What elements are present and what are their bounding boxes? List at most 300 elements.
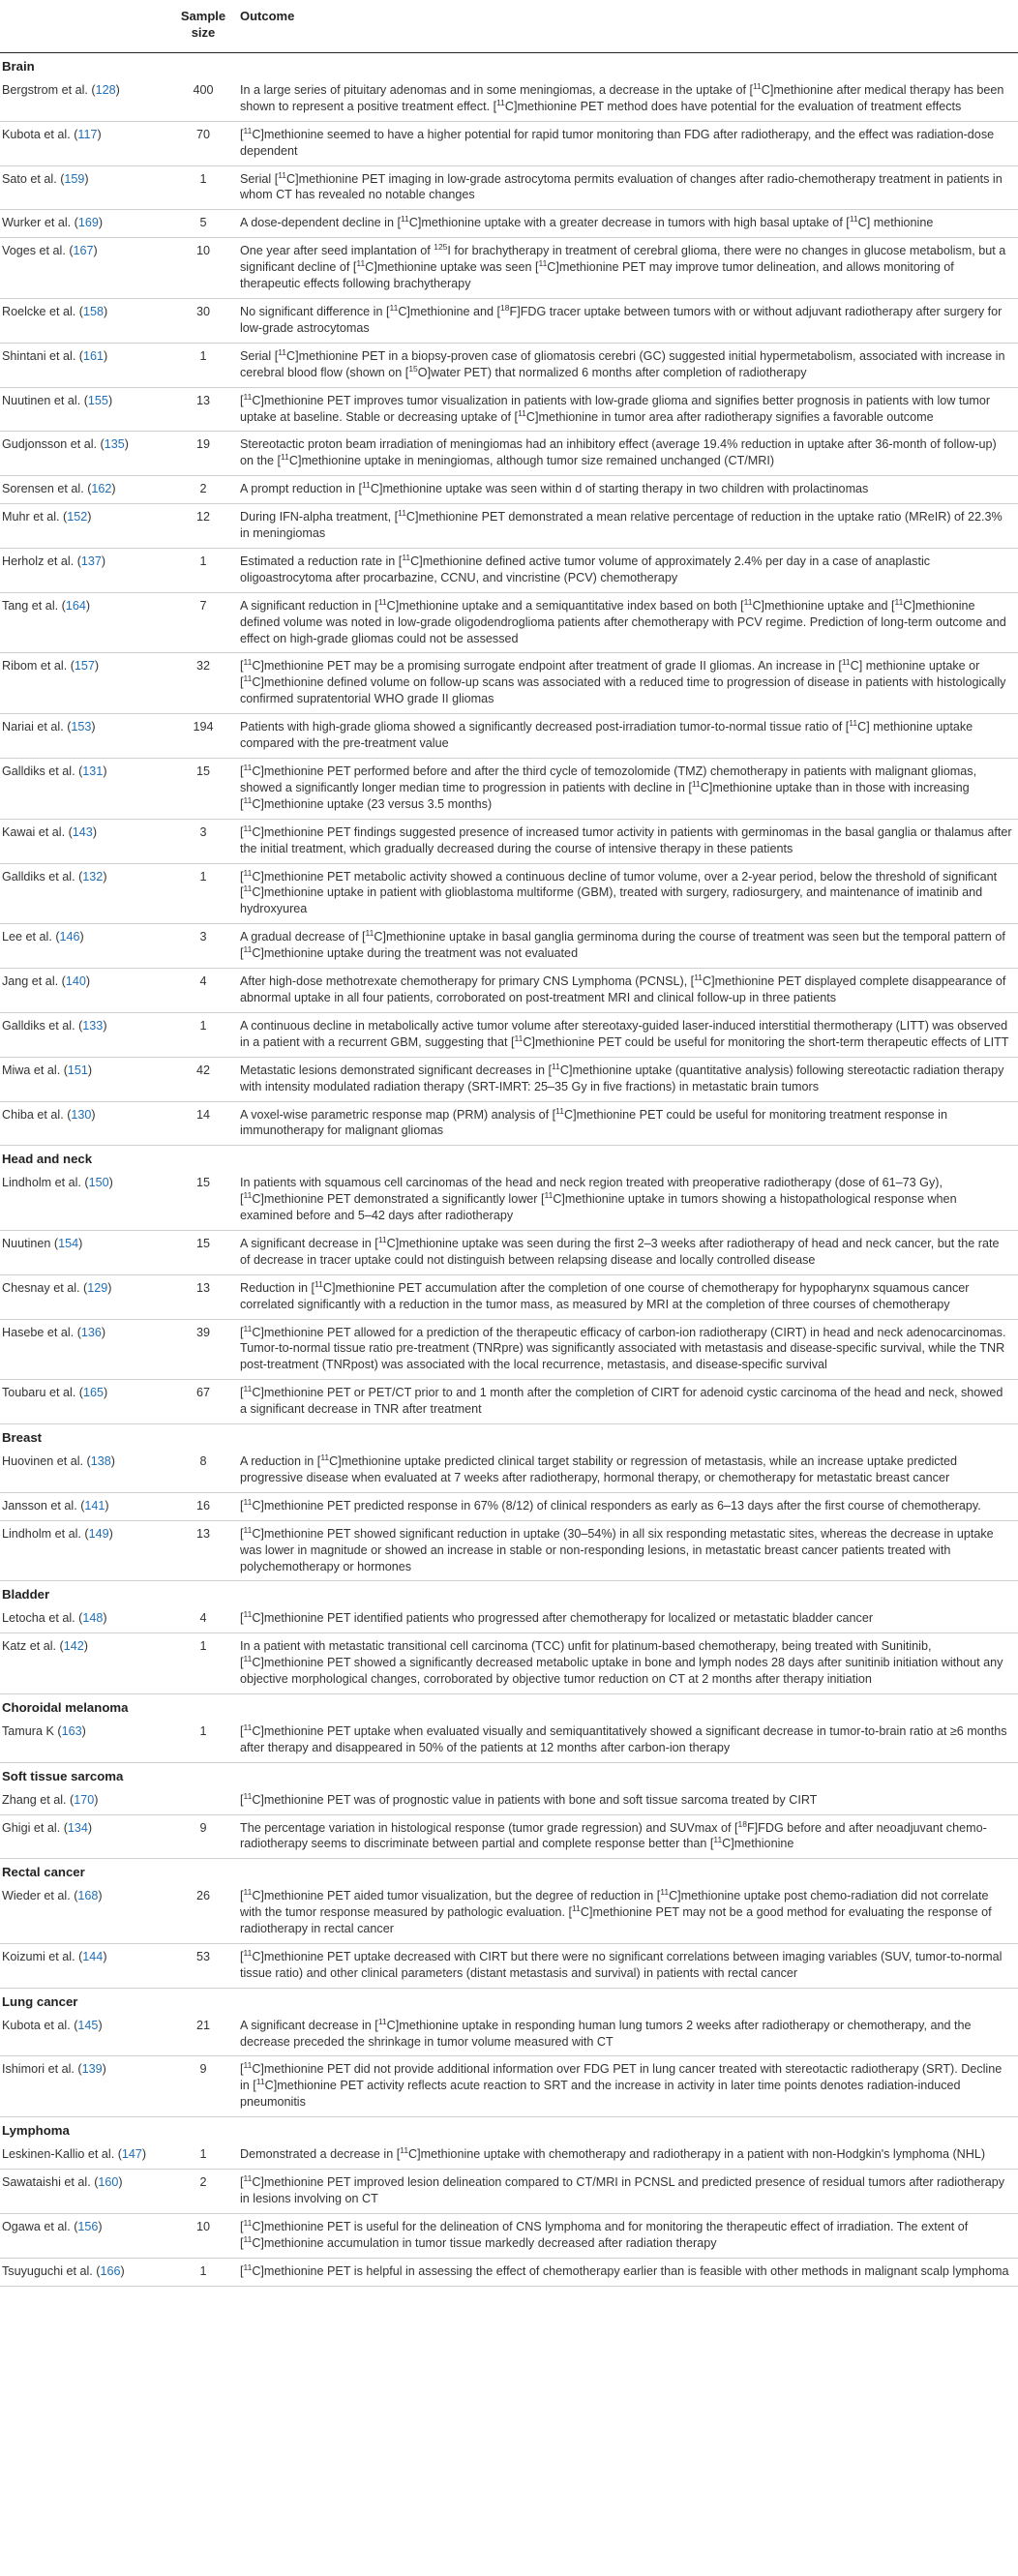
sample-size-cell: 32 bbox=[172, 653, 234, 714]
outcome-cell: [$^{11}$C]methionine PET was of prognostic value in patients with bone and soft tissue sarcoma treated by CIRT bbox=[234, 1787, 1018, 1814]
reference-close-paren: ) bbox=[124, 437, 129, 452]
outcome-cell: [$^{11}$C]methionine PET or PET/CT prior to and 1 month after the completion of CIRT for adenoid cystic carcinoma of the head and neck, showed a significant decrease in TNR after treatment bbox=[234, 1380, 1018, 1424]
sample-size-cell: 67 bbox=[172, 1380, 234, 1424]
reference-close-paren: ) bbox=[83, 1639, 88, 1654]
sample-size-cell: 1 bbox=[172, 1633, 234, 1694]
study-cell bbox=[0, 1814, 172, 1859]
reference-close-paren: ) bbox=[103, 1611, 107, 1626]
table-row bbox=[0, 1012, 1018, 1057]
study-author: Lindholm et al. ( bbox=[2, 1176, 89, 1190]
sample-size-cell: 1 bbox=[172, 343, 234, 387]
sample-size-cell: 10 bbox=[172, 2213, 234, 2258]
sample-size-cell: 26 bbox=[172, 1883, 234, 1943]
table-row bbox=[0, 924, 1018, 969]
table-row bbox=[0, 210, 1018, 238]
sample-size-cell: 15 bbox=[172, 759, 234, 820]
table-header-row bbox=[0, 0, 1018, 53]
table-row bbox=[0, 653, 1018, 714]
reference-link[interactable]: 155 bbox=[87, 393, 108, 407]
outcome-cell: A significant decrease in [$^{11}$C]methionine uptake was seen during the first 2–3 weeks after radiotherapy of head and neck cancer, but the rate of decrease in tracer uptake could not distinguish between relapsing disease and locally controlled disease bbox=[234, 1230, 1018, 1274]
reference-link[interactable]: 147 bbox=[121, 2147, 142, 2162]
study-cell bbox=[0, 819, 172, 863]
study-author: Gudjonsson et al. ( bbox=[2, 437, 105, 452]
study-author: Galldiks et al. ( bbox=[2, 1018, 83, 1033]
reference-close-paren: ) bbox=[92, 824, 98, 839]
table-row bbox=[0, 1230, 1018, 1274]
study-cell bbox=[0, 1230, 172, 1274]
reference-close-paren: ) bbox=[103, 869, 107, 884]
sample-size-cell: 19 bbox=[172, 432, 234, 476]
section-title: Brain bbox=[2, 59, 35, 74]
reference-link[interactable]: 154 bbox=[58, 1236, 79, 1250]
table-row bbox=[0, 1633, 1018, 1694]
sample-size-cell: 5 bbox=[172, 210, 234, 238]
reference-close-paren: ) bbox=[94, 659, 100, 674]
outcome-cell: Demonstrated a decrease in [$^{11}$C]methionine uptake with chemotherapy and radiotherapy in a patient with non-Hodgkin's lymphoma (NHL) bbox=[234, 2142, 1018, 2169]
study-cell bbox=[0, 924, 172, 969]
outcome-cell: [$^{11}$C]methionine PET uptake when evaluated visually and semiquantitatively showed a significant decrease in tumor-to-brain ratio at ≥6 months after therapy and disappeared in 50% of the patients at 12 months after carbon-ion therapy bbox=[234, 1719, 1018, 1762]
reference-link[interactable]: 142 bbox=[63, 1639, 84, 1654]
study-author: Tang et al. ( bbox=[2, 598, 66, 613]
sample-size-cell: 1 bbox=[172, 1012, 234, 1057]
section-title: Soft tissue sarcoma bbox=[2, 1768, 124, 1783]
reference-link[interactable]: 153 bbox=[71, 720, 92, 734]
section-header-row bbox=[0, 1146, 1018, 1170]
study-author: Wieder et al. ( bbox=[2, 1889, 78, 1903]
study-author: Ghigi et al. ( bbox=[2, 1820, 68, 1835]
study-author: Lindholm et al. ( bbox=[2, 1526, 89, 1541]
reference-link[interactable]: 140 bbox=[65, 974, 86, 989]
reference-close-paren: ) bbox=[108, 1176, 113, 1190]
study-author: Roelcke et al. ( bbox=[2, 304, 83, 318]
study-cell bbox=[0, 298, 172, 343]
study-author: Chiba et al. ( bbox=[2, 1107, 72, 1122]
study-cell bbox=[0, 343, 172, 387]
outcome-cell: Reduction in [$^{11}$C]methionine PET accumulation after the completion of one course of chemotherapy for hypopharynx squamous cancer correlated significantly with a reduction in the tumor mass, as measured by MRI at the completion of three courses of chemotherapy bbox=[234, 1274, 1018, 1319]
table-row bbox=[0, 1274, 1018, 1319]
study-cell bbox=[0, 165, 172, 210]
study-cell bbox=[0, 1492, 172, 1520]
reference-close-paren: ) bbox=[78, 1236, 83, 1250]
section-title: Lymphoma bbox=[2, 2123, 70, 2139]
table-row bbox=[0, 1814, 1018, 1859]
sample-size-cell: 1 bbox=[172, 548, 234, 592]
study-author: Ribom et al. ( bbox=[2, 659, 75, 674]
table-row bbox=[0, 238, 1018, 299]
outcome-cell: Serial [$^{11}$C]methionine PET in a biopsy-proven case of gliomatosis cerebri (GC) suggested initial hypermetabolism, associated with increase in cerebral blood flow (shown on [$^{15}$O]water PET) that normalized 6 months after completion of radiotherapy bbox=[234, 343, 1018, 387]
reference-link[interactable]: 166 bbox=[100, 2263, 121, 2278]
study-author: Nuutinen ( bbox=[2, 1236, 59, 1250]
study-cell bbox=[0, 1943, 172, 1988]
reference-link[interactable]: 169 bbox=[77, 216, 99, 230]
section-title: Bladder bbox=[2, 1587, 50, 1603]
reference-close-paren: ) bbox=[98, 1889, 103, 1903]
table-row bbox=[0, 1787, 1018, 1814]
study-cell bbox=[0, 714, 172, 759]
reference-close-paren: ) bbox=[104, 304, 108, 318]
reference-close-paren: ) bbox=[103, 764, 107, 778]
reference-close-paren: ) bbox=[79, 930, 84, 944]
reference-link[interactable]: 129 bbox=[87, 1280, 108, 1295]
sample-size-cell: 13 bbox=[172, 387, 234, 432]
sample-size-cell: 3 bbox=[172, 924, 234, 969]
study-cell bbox=[0, 1012, 172, 1057]
outcome-cell: [$^{11}$C]methionine PET improved lesion delineation compared to CT/MRI in PCNSL and predicted presence of residual tumors after radiotherapy in lesions involving on CT bbox=[234, 2170, 1018, 2214]
outcome-cell: Serial [$^{11}$C]methionine PET imaging in low-grade astrocytoma permits evaluation of changes after radio-chemotherapy treatment in patients in whom CT has revealed no notable changes bbox=[234, 165, 1018, 210]
reference-link[interactable]: 137 bbox=[80, 554, 102, 568]
study-cell bbox=[0, 504, 172, 549]
sample-size-cell bbox=[172, 1787, 234, 1814]
study-author: Sato et al. ( bbox=[2, 171, 65, 186]
table-row bbox=[0, 714, 1018, 759]
table-row bbox=[0, 1319, 1018, 1380]
outcome-cell: [$^{11}$C]methionine PET identified patients who progressed after chemotherapy for localized or metastatic bladder cancer bbox=[234, 1605, 1018, 1632]
reference-close-paren: ) bbox=[103, 1949, 107, 1963]
outcome-cell: [$^{11}$C]methionine PET improves tumor visualization in patients with low-grade glioma and signifies better prognosis in patients with low tumor uptake at baseline. Stable or decreasing uptake of [$^{11}$C]methionine in tumor area after radiotherapy signifies a favorable outcome bbox=[234, 387, 1018, 432]
study-author: Jansson et al. ( bbox=[2, 1498, 85, 1513]
study-author: Herholz et al. ( bbox=[2, 554, 81, 568]
reference-link[interactable]: 136 bbox=[80, 1325, 102, 1339]
study-cell bbox=[0, 2013, 172, 2056]
table-row bbox=[0, 2258, 1018, 2286]
reference-close-paren: ) bbox=[107, 393, 113, 407]
study-author: Voges et al. ( bbox=[2, 244, 74, 258]
sample-size-cell: 400 bbox=[172, 77, 234, 121]
sample-size-cell: 9 bbox=[172, 1814, 234, 1859]
reference-close-paren: ) bbox=[107, 1280, 112, 1295]
table-row bbox=[0, 77, 1018, 121]
outcome-cell: [$^{11}$C]methionine seemed to have a higher potential for rapid tumor monitoring than FDG after radiotherapy, and the effect was radiation-dose dependent bbox=[234, 121, 1018, 165]
study-cell bbox=[0, 1883, 172, 1943]
study-author: Huovinen et al. ( bbox=[2, 1454, 91, 1468]
sample-size-cell: 4 bbox=[172, 969, 234, 1013]
reference-link[interactable]: 132 bbox=[82, 869, 104, 884]
section-header-row bbox=[0, 1581, 1018, 1605]
sample-size-cell: 13 bbox=[172, 1274, 234, 1319]
outcome-cell: [$^{11}$C]methionine PET performed before and after the third cycle of temozolomide (TMZ) chemotherapy in patients with malignant gliomas, showed a significantly longer median time to progression in patients with decline in [$^{11}$C]methionine uptake than in those with increasing [$^{11}$C]methionine uptake (23 versus 3.5 months) bbox=[234, 759, 1018, 820]
study-cell bbox=[0, 432, 172, 476]
table-row bbox=[0, 1449, 1018, 1492]
sample-size-cell: 1 bbox=[172, 165, 234, 210]
reference-close-paren: ) bbox=[115, 82, 120, 97]
reference-close-paren: ) bbox=[111, 482, 116, 496]
reference-link[interactable]: 144 bbox=[82, 1949, 104, 1963]
reference-link[interactable]: 170 bbox=[74, 1792, 95, 1807]
sample-size-cell: 70 bbox=[172, 121, 234, 165]
study-cell bbox=[0, 1319, 172, 1380]
section-title: Rectal cancer bbox=[2, 1865, 85, 1880]
sample-size-cell: 1 bbox=[172, 2258, 234, 2286]
header-sample-size: Sample size bbox=[172, 0, 234, 53]
reference-link[interactable]: 162 bbox=[91, 482, 112, 496]
outcome-cell: After high-dose methotrexate chemotherapy for primary CNS Lymphoma (PCNSL), [$^{11}$C]methionine PET displayed complete disappearance of abnormal uptake in all four patients, corroborated on post-treatment MRI and clinical follow-up in three patients bbox=[234, 969, 1018, 1013]
reference-close-paren: ) bbox=[97, 127, 102, 141]
reference-link[interactable]: 168 bbox=[77, 1889, 99, 1903]
reference-link[interactable]: 152 bbox=[67, 510, 88, 524]
sample-size-cell: 15 bbox=[172, 1170, 234, 1230]
reference-link[interactable]: 130 bbox=[71, 1107, 92, 1122]
reference-close-paren: ) bbox=[87, 510, 92, 524]
reference-link[interactable]: 146 bbox=[59, 930, 80, 944]
study-cell bbox=[0, 1380, 172, 1424]
study-cell bbox=[0, 1101, 172, 1146]
reference-close-paren: ) bbox=[141, 2147, 147, 2162]
study-cell bbox=[0, 1274, 172, 1319]
table-row bbox=[0, 1170, 1018, 1230]
sample-size-cell: 2 bbox=[172, 476, 234, 504]
study-author: Galldiks et al. ( bbox=[2, 764, 83, 778]
table-row bbox=[0, 121, 1018, 165]
study-author: Wurker et al. ( bbox=[2, 216, 78, 230]
reference-close-paren: ) bbox=[120, 2263, 125, 2278]
sample-size-cell: 13 bbox=[172, 1520, 234, 1581]
outcome-cell: One year after seed implantation of $^{125}$I for brachytherapy in treatment of cerebral glioma, there were no changes in glucose metabolism, but a significant decline of [$^{11}$C]methionine uptake was seen [$^{11}$C]methionine PET may improve tumor delineation, and allows monitoring of therapeutic effects following brachytherapy bbox=[234, 238, 1018, 299]
reference-link[interactable]: 150 bbox=[88, 1176, 109, 1190]
study-author: Sawataishi et al. ( bbox=[2, 2175, 99, 2189]
reference-link[interactable]: 135 bbox=[104, 437, 125, 452]
reference-link[interactable]: 134 bbox=[67, 1820, 88, 1835]
study-author: Hasebe et al. ( bbox=[2, 1325, 81, 1339]
table-row bbox=[0, 863, 1018, 924]
reference-link[interactable]: 131 bbox=[82, 764, 104, 778]
table-row bbox=[0, 548, 1018, 592]
section-header-row bbox=[0, 1762, 1018, 1786]
study-author: Letocha et al. ( bbox=[2, 1611, 83, 1626]
table-row bbox=[0, 1943, 1018, 1988]
study-author: Galldiks et al. ( bbox=[2, 869, 83, 884]
sample-size-cell: 8 bbox=[172, 1449, 234, 1492]
table-row bbox=[0, 1883, 1018, 1943]
study-cell bbox=[0, 210, 172, 238]
sample-size-cell: 1 bbox=[172, 863, 234, 924]
study-cell bbox=[0, 1057, 172, 1101]
outcome-cell: The percentage variation in histological response (tumor grade regression) and SUVmax of [$^{18}$F]FDG before and after neoadjuvant chemo-radiotherapy seems to discriminate between partial and complete response better than [$^{11}$C]methionine bbox=[234, 1814, 1018, 1859]
sample-size-cell: 7 bbox=[172, 592, 234, 653]
sample-size-cell: 194 bbox=[172, 714, 234, 759]
study-author: Sorensen et al. ( bbox=[2, 482, 92, 496]
outcome-cell: [$^{11}$C]methionine PET findings suggested presence of increased tumor activity in patients with germinomas in the basal ganglia or thalamus after the initial treatment, which gradually decreased during the course of intensive therapy in these patients bbox=[234, 819, 1018, 863]
study-cell bbox=[0, 1605, 172, 1632]
outcome-cell: [$^{11}$C]methionine PET is useful for the delineation of CNS lymphoma and for monitoring the therapeutic effect of irradiation. The extent of [$^{11}$C]methionine accumulation in tumor tissue markedly decreased after radiation therapy bbox=[234, 2213, 1018, 2258]
outcome-cell: [$^{11}$C]methionine PET aided tumor visualization, but the degree of reduction in [$^{11}$C]methionine uptake post chemo-radiation did not correlate with the tumor response measured by pathologic evaluation. [$^{11}$C]methionine PET may not be a good method for evaluating the response of radiotherapy in rectal cancer bbox=[234, 1883, 1018, 1943]
reference-close-paren: ) bbox=[118, 2175, 123, 2189]
reference-link[interactable]: 143 bbox=[72, 824, 93, 839]
table-row bbox=[0, 165, 1018, 210]
sample-size-cell: 21 bbox=[172, 2013, 234, 2056]
study-author: Katz et al. ( bbox=[2, 1639, 64, 1654]
reference-link[interactable]: 161 bbox=[83, 348, 105, 363]
sample-size-cell: 4 bbox=[172, 1605, 234, 1632]
table-row bbox=[0, 1605, 1018, 1632]
study-cell bbox=[0, 2170, 172, 2214]
study-cell bbox=[0, 77, 172, 121]
study-cell bbox=[0, 1719, 172, 1762]
reference-link[interactable]: 165 bbox=[83, 1386, 105, 1400]
reference-link[interactable]: 156 bbox=[77, 2219, 99, 2233]
table-row bbox=[0, 1101, 1018, 1146]
study-author: Shintani et al. ( bbox=[2, 348, 84, 363]
reference-link[interactable]: 164 bbox=[65, 598, 86, 613]
study-cell bbox=[0, 1520, 172, 1581]
reference-link[interactable]: 145 bbox=[77, 2018, 99, 2032]
outcome-cell: No significant difference in [$^{11}$C]methionine and [$^{18}$F]FDG tracer uptake between tumors with or without adjuvant radiotherapy after surgery for low-grade astrocytomas bbox=[234, 298, 1018, 343]
sample-size-cell: 16 bbox=[172, 1492, 234, 1520]
study-cell bbox=[0, 476, 172, 504]
reference-close-paren: ) bbox=[85, 974, 91, 989]
sample-size-cell: 1 bbox=[172, 2142, 234, 2169]
table-row bbox=[0, 819, 1018, 863]
table-row bbox=[0, 387, 1018, 432]
outcome-cell: A voxel-wise parametric response map (PRM) analysis of [$^{11}$C]methionine PET could be useful for monitoring treatment response in immunotherapy for malignant gliomas bbox=[234, 1101, 1018, 1146]
section-title: Head and neck bbox=[2, 1152, 93, 1167]
table-row bbox=[0, 1719, 1018, 1762]
table-row bbox=[0, 343, 1018, 387]
table-row bbox=[0, 592, 1018, 653]
sample-size-cell: 2 bbox=[172, 2170, 234, 2214]
reference-link[interactable]: 138 bbox=[90, 1454, 111, 1468]
table-row bbox=[0, 476, 1018, 504]
outcome-cell: A dose-dependent decline in [$^{11}$C]methionine uptake with a greater decrease in tumors with high basal uptake of [$^{11}$C] methionine bbox=[234, 210, 1018, 238]
reference-close-paren: ) bbox=[104, 1386, 108, 1400]
reference-link[interactable]: 141 bbox=[84, 1498, 105, 1513]
outcome-cell: Patients with high-grade glioma showed a significantly decreased post-irradiation tumor-to-normal tissue ratio of [$^{11}$C] methionine uptake compared with the pre-treatment value bbox=[234, 714, 1018, 759]
outcome-cell: [$^{11}$C]methionine PET predicted response in 67% (8/12) of clinical responders as early as 6–13 days after the first course of chemotherapy. bbox=[234, 1492, 1018, 1520]
outcome-cell: Stereotactic proton beam irradiation of meningiomas had an inhibitory effect (average 19.4% reduction in uptake after 36-month of follow-up) on the [$^{11}$C]methionine uptake in meningiomas, although tumor size remained unchanged (CT/MRI) bbox=[234, 432, 1018, 476]
table-row bbox=[0, 1380, 1018, 1424]
table-row bbox=[0, 2142, 1018, 2169]
sample-size-cell: 53 bbox=[172, 1943, 234, 1988]
study-cell bbox=[0, 653, 172, 714]
table-row bbox=[0, 298, 1018, 343]
study-author: Ogawa et al. ( bbox=[2, 2219, 78, 2233]
reference-close-paren: ) bbox=[108, 1526, 113, 1541]
outcome-cell: A prompt reduction in [$^{11}$C]methionine uptake was seen within d of starting therapy in two children with prolactinomas bbox=[234, 476, 1018, 504]
reference-link[interactable]: 159 bbox=[64, 171, 85, 186]
study-author: Leskinen-Kallio et al. ( bbox=[2, 2147, 122, 2162]
sample-size-cell: 10 bbox=[172, 238, 234, 299]
section-header-row bbox=[0, 1859, 1018, 1883]
section-header-row bbox=[0, 1693, 1018, 1718]
reference-link[interactable]: 157 bbox=[74, 659, 95, 674]
reference-link[interactable]: 117 bbox=[77, 127, 98, 141]
study-author: Muhr et al. ( bbox=[2, 510, 68, 524]
table-row bbox=[0, 1492, 1018, 1520]
study-cell bbox=[0, 548, 172, 592]
study-author: Zhang et al. ( bbox=[2, 1792, 75, 1807]
reference-close-paren: ) bbox=[104, 348, 108, 363]
reference-close-paren: ) bbox=[98, 2219, 103, 2233]
table-row bbox=[0, 1057, 1018, 1101]
reference-link[interactable]: 167 bbox=[73, 244, 94, 258]
reference-close-paren: ) bbox=[98, 2018, 103, 2032]
header-outcome: Outcome bbox=[234, 0, 1018, 53]
study-cell bbox=[0, 2056, 172, 2117]
reference-link[interactable]: 158 bbox=[83, 304, 105, 318]
sample-size-cell: 39 bbox=[172, 1319, 234, 1380]
section-header-row bbox=[0, 1424, 1018, 1449]
section-title: Choroidal melanoma bbox=[2, 1699, 129, 1715]
outcome-cell: In a large series of pituitary adenomas and in some meningiomas, a decrease in the uptake of [$^{11}$C]methionine after medical therapy has been shown to represent a positive treatment effect. [$^{11}$C]methionine PET method does have potential for the evaluation of treatment effects bbox=[234, 77, 1018, 121]
table-row bbox=[0, 2213, 1018, 2258]
study-author: Chesnay et al. ( bbox=[2, 1280, 88, 1295]
sample-size-cell: 9 bbox=[172, 2056, 234, 2117]
study-cell bbox=[0, 1449, 172, 1492]
study-author: Koizumi et al. ( bbox=[2, 1949, 83, 1963]
reference-link[interactable]: 133 bbox=[82, 1018, 104, 1033]
table-row bbox=[0, 504, 1018, 549]
outcome-cell: A gradual decrease of [$^{11}$C]methionine uptake in basal ganglia germinoma during the course of treatment was seen but the temporal pattern of [$^{11}$C]methionine uptake during the treatment was not evaluated bbox=[234, 924, 1018, 969]
outcome-cell: [$^{11}$C]methionine PET did not provide additional information over FDG PET in lung cancer treated with stereotactic radiotherapy (SRT). Decline in [$^{11}$C]methionine PET activity reflects acute reaction to SRT and the increase in activity in later time points denotes radiation-induced pneumonitis bbox=[234, 2056, 1018, 2117]
outcome-cell: In a patient with metastatic transitional cell carcinoma (TCC) unfit for platinum-based chemotherapy, being treated with Sunitinib, [$^{11}$C]methionine PET showed a significantly decreased metabolic uptake in bone and lymph nodes 28 days after sunitinib initiation without any objective morphological changes, corroborated by objective tumor reduction on CT at 2 months after therapy initiation bbox=[234, 1633, 1018, 1694]
reference-link[interactable]: 160 bbox=[98, 2175, 119, 2189]
study-author: Lee et al. ( bbox=[2, 930, 60, 944]
study-cell bbox=[0, 121, 172, 165]
reference-link[interactable]: 128 bbox=[95, 82, 116, 97]
study-author: Toubaru et al. ( bbox=[2, 1386, 84, 1400]
sample-size-cell: 1 bbox=[172, 1719, 234, 1762]
table-row bbox=[0, 759, 1018, 820]
reference-close-paren: ) bbox=[101, 554, 106, 568]
reference-link[interactable]: 163 bbox=[61, 1723, 82, 1738]
reference-close-paren: ) bbox=[87, 1063, 93, 1077]
table-row bbox=[0, 2170, 1018, 2214]
reference-close-paren: ) bbox=[102, 2062, 106, 2077]
outcome-cell: [$^{11}$C]methionine PET allowed for a prediction of the therapeutic efficacy of carbon-ion radiotherapy (CIRT) in head and neck adenocarcinomas. Tumor-to-normal tissue ratio pre-treatment (TNRpre) was significantly associated with metastasis and disease-specific survival, while the TNR post-treatment (TNRpost) was associated with the local recurrence, metastasis, and disease-specific survival bbox=[234, 1319, 1018, 1380]
sample-size-cell: 15 bbox=[172, 1230, 234, 1274]
study-author: Nariai et al. ( bbox=[2, 720, 72, 734]
reference-link[interactable]: 149 bbox=[88, 1526, 109, 1541]
study-author: Ishimori et al. ( bbox=[2, 2062, 82, 2077]
study-author: Jang et al. ( bbox=[2, 974, 66, 989]
reference-close-paren: ) bbox=[105, 1498, 109, 1513]
study-cell bbox=[0, 1170, 172, 1230]
outcome-cell: Estimated a reduction rate in [$^{11}$C]methionine defined active tumor volume of approximately 2.4% per day in a case of anaplastic oligoastrocytoma after procarbazine, CCNU, and vincristine (PCV) chemotherapy bbox=[234, 548, 1018, 592]
outcome-cell: A significant reduction in [$^{11}$C]methionine uptake and a semiquantitative index based on both [$^{11}$C]methionine uptake and [$^{11}$C]methionine defined volume was noted in low-grade oligodendroglioma patients after chemotherapy with PCV regime. Prediction of long-term outcome and effect on high-grade gliomas could not be assessed bbox=[234, 592, 1018, 653]
section-header-row bbox=[0, 53, 1018, 77]
outcome-cell: During IFN-alpha treatment, [$^{11}$C]methionine PET demonstrated a mean relative percentage of reduction in the uptake ratio (MReIR) of 22.3% in meningiomas bbox=[234, 504, 1018, 549]
reference-link[interactable]: 148 bbox=[82, 1611, 104, 1626]
reference-close-paren: ) bbox=[91, 720, 96, 734]
study-author: Kubota et al. ( bbox=[2, 127, 78, 141]
study-cell bbox=[0, 1787, 172, 1814]
outcome-cell: In patients with squamous cell carcinomas of the head and neck region treated with preoperative radiotherapy (dose of 61–73 Gy), [$^{11}$C]methionine PET demonstrated a significantly lower [$^{11}$C]methionine uptake in tumors showing a histopathological response when examined before and 5–42 days after radiotherapy bbox=[234, 1170, 1018, 1230]
sample-size-cell: 14 bbox=[172, 1101, 234, 1146]
study-author: Kubota et al. ( bbox=[2, 2018, 78, 2032]
sample-size-cell: 42 bbox=[172, 1057, 234, 1101]
reference-close-paren: ) bbox=[93, 244, 98, 258]
study-cell bbox=[0, 2142, 172, 2169]
study-cell bbox=[0, 238, 172, 299]
study-cell bbox=[0, 387, 172, 432]
outcome-cell: A significant decrease in [$^{11}$C]methionine uptake in responding human lung tumors 2 weeks after radiotherapy or chemotherapy, and the decrease preceded the shrinkage in tumor volume measured with CT bbox=[234, 2013, 1018, 2056]
header-study bbox=[0, 0, 172, 53]
study-cell bbox=[0, 1633, 172, 1694]
section-header-row bbox=[0, 1988, 1018, 2012]
section-header-row bbox=[0, 2117, 1018, 2142]
sample-size-cell: 12 bbox=[172, 504, 234, 549]
reference-close-paren: ) bbox=[91, 1107, 96, 1122]
table-body bbox=[0, 53, 1018, 2287]
study-cell bbox=[0, 759, 172, 820]
study-author: Kawai et al. ( bbox=[2, 824, 73, 839]
reference-close-paren: ) bbox=[84, 171, 89, 186]
study-author: Nuutinen et al. ( bbox=[2, 393, 88, 407]
outcome-cell: A continuous decline in metabolically active tumor volume after stereotaxy-guided laser-induced interstitial thermotherapy (LITT) was observed in a patient with a recurrent GBM, suggesting that [$^{11}$C]methionine PET could be useful for monitoring the short-term therapeutic effects of LITT bbox=[234, 1012, 1018, 1057]
study-author: Tamura K ( bbox=[2, 1723, 62, 1738]
reference-link[interactable]: 151 bbox=[67, 1063, 88, 1077]
reference-link[interactable]: 139 bbox=[81, 2062, 103, 2077]
study-author: Tsuyuguchi et al. ( bbox=[2, 2263, 101, 2278]
